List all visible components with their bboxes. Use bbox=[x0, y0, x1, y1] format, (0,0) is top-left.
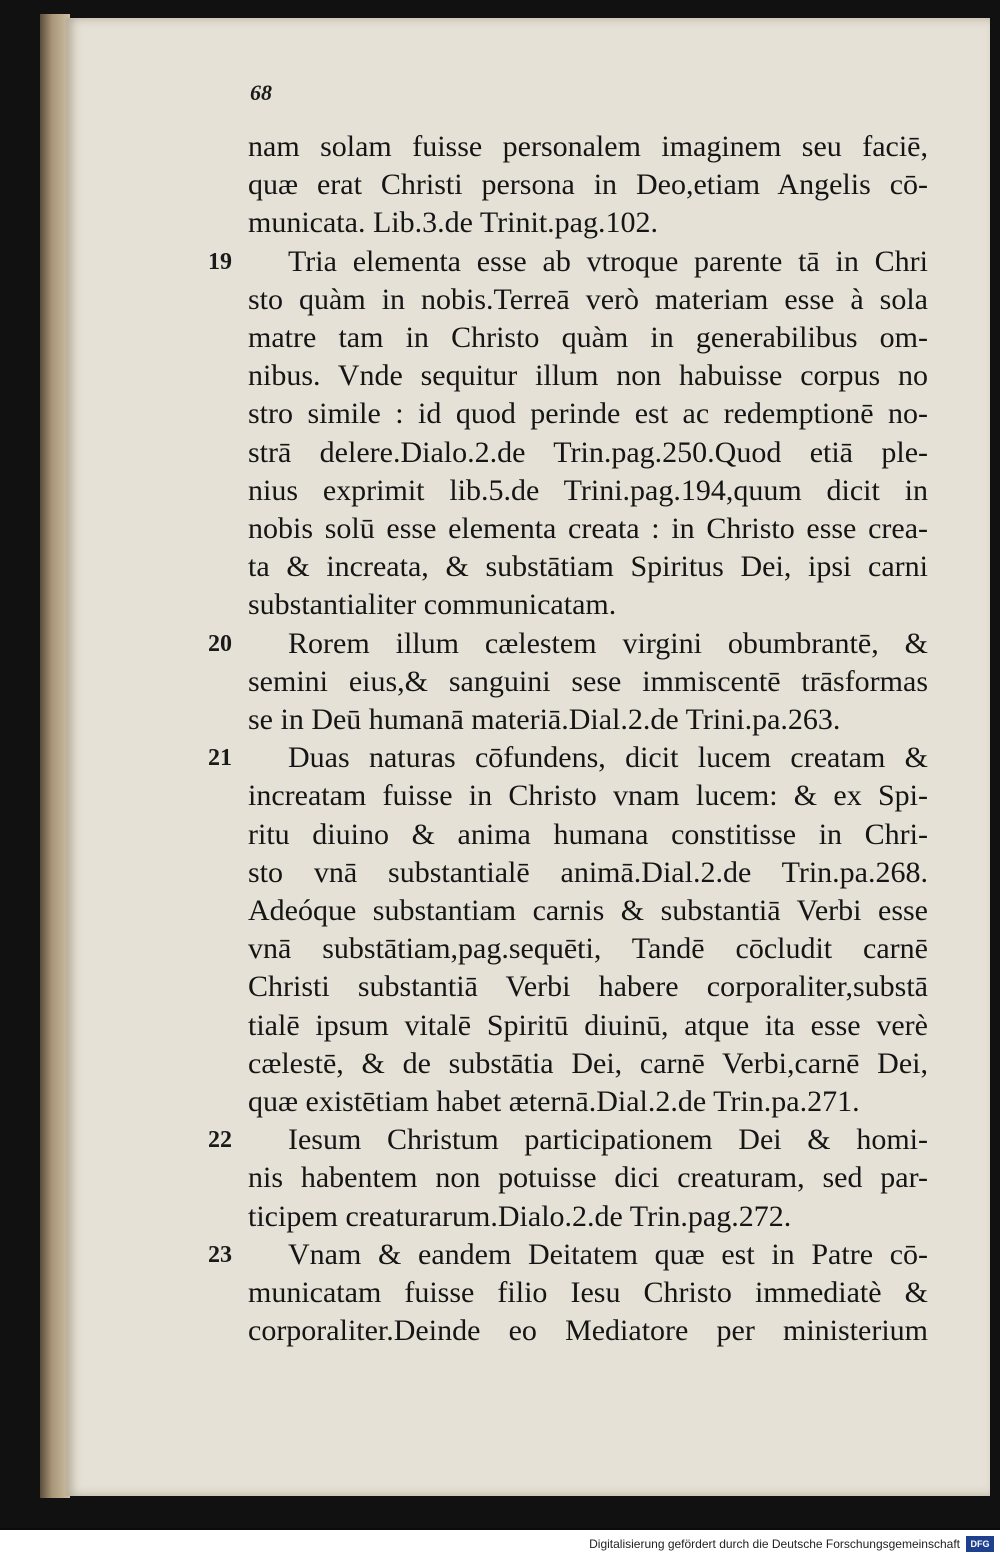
article-number: 21 bbox=[208, 745, 232, 772]
text-line: increatam fuisse in Christo vnam lucem: & ex Spi- bbox=[248, 779, 928, 813]
text-line: nibus. Vnde sequitur illum non habuisse corpus no bbox=[248, 359, 928, 393]
text-line: Adeóque substantiam carnis & substantiā Verbi esse bbox=[248, 894, 928, 927]
text-line: strā delere.Dialo.2.de Trin.pag.250.Quod etiā ple- bbox=[248, 435, 928, 469]
dfg-logo: DFG bbox=[966, 1536, 994, 1552]
text-line: Rorem illum cælestem virgini obumbrantē, & bbox=[288, 626, 928, 660]
text-line: municata. Lib.3.de Trinit.pag.102. bbox=[248, 206, 658, 240]
text-line: Christi substantiā Verbi habere corporaliter,substā bbox=[248, 970, 928, 1004]
text-line: nam solam fuisse personalem imaginem seu faciē, bbox=[248, 130, 928, 163]
text-line: Vnam & eandem Deitatem quæ est in Patre cō- bbox=[288, 1237, 928, 1271]
footer-bar bbox=[0, 1530, 1000, 1560]
text-line: quæ erat Christi persona in Deo,etiam Angelis cō- bbox=[248, 168, 928, 202]
text-line: sto vnā substantialē animā.Dial.2.de Trin.pa.268. bbox=[248, 855, 928, 889]
text-line: substantialiter communicatam. bbox=[248, 588, 617, 622]
text-line: tialē ipsum vitalē Spiritū diuinū, atque ita esse verè bbox=[248, 1008, 928, 1042]
text-line: Duas naturas cōfundens, dicit lucem creatam & bbox=[288, 741, 928, 775]
text-line: Iesum Christum participationem Dei & homi- bbox=[288, 1123, 928, 1157]
text-line: sto quàm in nobis.Terreā verò materiam esse à sola bbox=[248, 282, 928, 316]
text-line: quæ existētiam habet æternā.Dial.2.de Trin.pa.271. bbox=[248, 1085, 860, 1118]
article-number: 23 bbox=[208, 1241, 232, 1268]
text-line: ritu diuino & anima humana constitisse in Chri- bbox=[248, 817, 928, 851]
article-number: 20 bbox=[208, 630, 232, 657]
text-line: corporaliter.Deinde eo Mediatore per ministerium bbox=[248, 1314, 928, 1348]
text-line: nis habentem non potuisse dici creaturam, sed par- bbox=[248, 1161, 928, 1195]
text-line: stro simile : id quod perinde est ac redemptionē no- bbox=[248, 397, 928, 431]
text-line: nius exprimit lib.5.de Trini.pag.194,quum dicit in bbox=[248, 473, 928, 507]
text-line: cælestē, & de substātia Dei, carnē Verbi,carnē Dei, bbox=[248, 1046, 928, 1080]
article-number: 19 bbox=[208, 248, 232, 275]
article-number: 22 bbox=[208, 1127, 232, 1154]
page-number: 68 bbox=[250, 80, 272, 105]
text-line: municatam fuisse filio Iesu Christo immediatè & bbox=[248, 1276, 928, 1309]
funding-notice: Digitalisierung gefördert durch die Deutsche Forschungsgemeinschaft bbox=[589, 1537, 960, 1551]
text-line: se in Deū humanā materiā.Dial.2.de Trini.pa.263. bbox=[248, 703, 841, 736]
text-line: ta & increata, & substātiam Spiritus Dei, ipsi carni bbox=[248, 550, 928, 584]
text-line: matre tam in Christo quàm in generabilibus om- bbox=[248, 321, 928, 354]
text-line: nobis solū esse elementa creata : in Christo esse crea- bbox=[248, 512, 928, 545]
text-line: semini eius,& sanguini sese immiscentē trāsformas bbox=[248, 664, 928, 698]
text-line: Tria elementa esse ab vtroque parente tā in Chri bbox=[288, 244, 928, 278]
text-line: vnā substātiam,pag.sequēti, Tandē cōcludit carnē bbox=[248, 932, 928, 966]
text-line: ticipem creaturarum.Dialo.2.de Trin.pag.272. bbox=[248, 1199, 792, 1233]
book-page bbox=[66, 18, 990, 1496]
page-content bbox=[66, 18, 990, 1496]
